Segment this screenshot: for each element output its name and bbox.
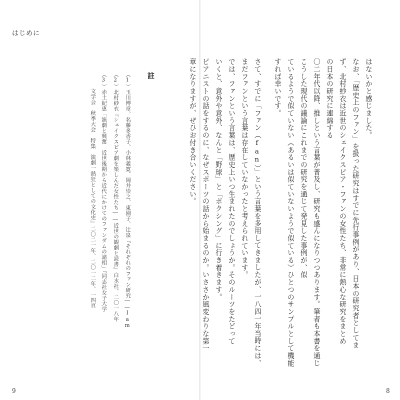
footnote-item: 文学会 秋季大会 特集 演劇一熱狂としての文化史』二〇二一年、二〇一二年、一四頁 (89, 72, 96, 309)
body-text-column: すれば幸いです。 (272, 58, 281, 117)
body-text-column: ず、北村紗衣は近世のシェイクスピア・ファンの女性たち、非常に熱心な研究をまとめ (337, 58, 346, 345)
body-text-column: まだファンという言葉は存在していなかったと考えられています。 (239, 58, 248, 279)
body-text-column: こうした現代の議論にこれまでの研究を通じて発見した事例が、似 (298, 58, 307, 279)
running-head: はじめに (12, 29, 40, 37)
body-text-column: ピアニストの話をするのに、なぜスポーツの話から始まるのか。いささか風変わりな第一 (200, 58, 209, 352)
footnote-item: （3）赤土紀恵「演劇と興奮 近世後期から近代にかけてのファンダムの諸相」『同志社女子大学 (100, 72, 107, 313)
body-text-column: さて、すでに「ファン（fan）」という言葉を多用してきましたが、一八四一年当時には、 (252, 58, 261, 367)
body-text-column: では、ファンという言葉は、歴史上いつ生まれたのでしょうか。そのルーツをたどって (226, 58, 235, 345)
body-text-column: 章になりますが、ぜひお付き合いください。 (187, 58, 196, 205)
body-text-column: いくと、意外や意外、なんと「野球」と「ボクシング」に行き着きます。 (213, 58, 222, 301)
page-number-right: 8 (386, 388, 390, 395)
footnote-item: （1）玉川博章、名藤多香子、小林義寛、岡井崇之、東園子、辻泉『それぞれのファン研究――Iam (124, 72, 131, 330)
body-text-column: 〇二年代以降、推しという言葉が普及し、研究も盛んになりつつあります。筆者も本書を通じ (311, 58, 320, 367)
body-text-column: ているようで似ていない（あるいは似ていないようで似ている）ひとつのサンプルとして機能 (285, 58, 294, 367)
body-text-column: なお、「歴史上のファン」を扱った研究はすでに先行事例があり、日本の研究者としてま (350, 58, 359, 349)
notes-heading: 註 (147, 72, 156, 79)
body-text-column: の日本の研究に連綿する (324, 58, 333, 139)
footnote-item: （2）北村紗衣『シェイクスピア劇を楽しんだ女性たち――近世の観劇と読書』白水社、二〇一八年 (112, 72, 119, 322)
body-text-column: はないかと感じました。 (363, 58, 372, 139)
page-number-left: 9 (12, 388, 16, 395)
